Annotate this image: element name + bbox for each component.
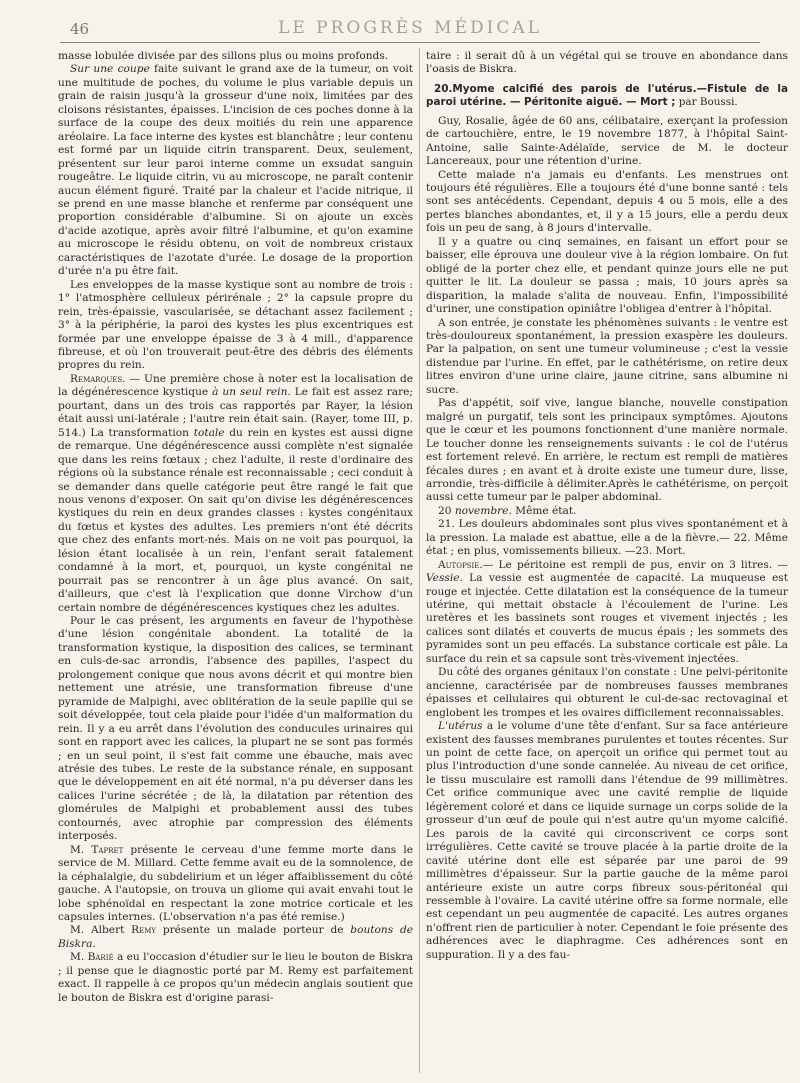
paragraph: 20 novembre. Même état. xyxy=(438,504,577,517)
paragraph: 21. Les douleurs abdominales sont plus vives spontanément et à la pression. La malade est abattue, elle a de la fièvre.— 22. Même état ; en plus, vomissements bilieux. —23. Mort. xyxy=(426,518,788,558)
page-header xyxy=(60,18,760,43)
page-number: 46 xyxy=(70,20,90,38)
article-byline: par Boussi. xyxy=(675,96,738,109)
right-column xyxy=(426,50,788,1070)
paragraph: M. Albert Remy présente un malade porteur de boutons de Biskra. xyxy=(58,924,413,950)
paragraph: A son entrée, je constate les phénomènes suivants : le ventre est très-douloureux spontanément, la pression exaspère les douleurs. Par la palpation, on sent une tumeur volumineuse ; c'est la vessie distendue par l'urine. En effet, par le cathétérisme, on retire deux litres environ d'une urine claire, jaune citrine, sans albumine ni sucre. xyxy=(426,316,788,396)
paragraph: Du côté des organes génitaux l'on constate : Une pelvi-péritonite ancienne, caractérisée par de nombreuses fausses membranes épaisses et cellulaires qui obturent le cul-de-sac rectovaginal et englobent les trompes et les ovaires difficilement reconnaissables. xyxy=(426,666,788,719)
paragraph: Il y a quatre ou cinq semaines, en faisant un effort pour se baisser, elle éprouva une douleur vive à la région lombaire. On fut obligé de la porter chez elle, et pendant quinze jours elle ne put quitter le lit. La douleur se passa ; mais, 10 jours après sa disparition, la malade s'alita de nouveau. Enfin, l'impossibilité d'uriner, une constipation opiniâtre l'obligea d'entrer à l'hôpital. xyxy=(426,235,788,316)
section-label: Remarques. xyxy=(70,372,126,385)
paragraph: L'utérus a le volume d'une tête d'enfant. Sur sa face antérieure existent des fausses membranes purulentes et toutes récentes. Sur un point de cette face, on aperçoit un orifice qui permet tout au plus l'introduction d'une sonde cannelée. Au niveau de cet orifice, le tissu musculaire est ramolli dans l'étendue de 99 millimètres. Cet orifice communique avec une cavité remplie de liquide légèrement coloré et dans ce liquide surnage un corps solide de la grosseur d'un œuf de poule qui n'est autre qu'un myome calcifié. Les parois de la cavité qui circonscrivent ce corps sont irrégulières. Cette cavité se trouve placée à la partie droite de la cavité utérine dont elle est séparée par une paroi de 99 millimètres d'épaisseur. Sur la partie gauche de la même paroi antérieure existe un autre corps fibreux sous-péritonéal qui ressemble à l'ovaire. La cavité utérine offre sa forme normale, elle est cependant un peu augmentée de capacité. Les autres organes n'offrent rien de particulier à noter. Cependant le foie présente des adhérences avec le diaphragme. Ces adhérences sont en suppuration. Il y a des fau- xyxy=(426,720,788,961)
article-title: 20.Myome calcifié des parois de l'utérus.—Fistule de la paroi utérine. — Péritonite aiguë. — Mort ; par Boussi. xyxy=(426,82,788,109)
paragraph: M. Tapret présente le cerveau d'une femme morte dans le service de M. Millard. Cette femme avait eu de la somnolence, de la céphalalgie, du subdelirium et un léger affaiblissement du côté gauche. A l'autopsie, on trouva un gliome qui avait envahi tout le lobe sphénoïdal en respectant la zone motrice corticale et les capsules internes. (L'observation n'a pas été remise.) xyxy=(58,843,413,923)
author-name: Tapret xyxy=(91,843,124,856)
author-name: Barié xyxy=(87,951,114,964)
paragraph: Cette malade n'a jamais eu d'enfants. Les menstrues ont toujours été régulières. Elle a toujours été d'une bonne santé : tels sont ses antécédents. Cependant, depuis 4 ou 5 mois, elle a des pertes blanches abondantes, et, il y a 15 jours, elle a perdu deux fois un peu de sang, à 8 jours d'intervalle. xyxy=(426,168,788,235)
paragraph: Pour le cas présent, les arguments en faveur de l'hypothèse d'une lésion congénitale abondent. La totalité de la transformation kystique, la disposition des calices, se terminant en culs-de-sac arrondis, l'absence des papilles, l'aspect du prolongement conique que nous avons décrit et qui montre bien nettement une atrésie, une transformation fibreuse d'une pyramide de Malpighi, avec oblitération de la seule papille qui se soit développée, tout cela plaide pour l'idée d'un malformation du rein. Il y a eu arrêt dans l'évolution des conducules urinaires qui sont en rapport avec les calices, la plupart ne se sont pas formés ; en un seul point, il s'est fait comme une ébauche, mais avec atrésie des tubes. Le reste de la substance rénale, en supposant que le développement en ait été normal, n'a pu déverser dans les calices l'urine sécrétée ; de là, la dilatation par rétention des glomérules de Malpighi et probablement aussi des tubes contournés, avec atrophie par compression des éléments interposés. xyxy=(58,615,413,843)
paragraph: Guy, Rosalie, âgée de 60 ans, célibataire, exerçant la profession de cartouchière, entre, le 19 novembre 1877, à l'hôpital Saint-Antoine, salle Sainte-Adélaïde, service de M. le docteur Lancereaux, pour une rétention d'urine. xyxy=(426,114,788,168)
paragraph: taire : il serait dû à un végétal qui se trouve en abondance dans l'oasis de Biskra. xyxy=(426,50,788,76)
paragraph: Sur une coupe faite suivant le grand axe de la tumeur, on voit une multitude de poches, du volume le plus variable depuis un grain de raisin jusqu'à la grosseur d'une noix, limitées par des cloisons résistantes, épaisses. L'incision de ces poches donne à la surface de la coupe des deux moitiés du rein une apparence aréolaire. La face interne des kystes est blanchâtre ; leur contenu est formé par un liquide citrin transparent. Deux, seulement, présentent sur leur paroi interne comme un exsudat sanguin rougeâtre. Le liquide citrin, vu au microscope, ne paraît contenir aucun élément figuré. Traité par la chaleur et l'acide nitrique, il se prend en une masse blanche et renferme par conséquent une proportion considérable d'albumine. Si on ajoute un excès d'acide azotique, après avoir filtré l'albumine, et qu'on examine au microscope le résidu obtenu, on voit de nombreux cristaux caractéristiques de l'azotate d'urée. Le dosage de la proportion d'urée n'a pu être fait. xyxy=(58,63,413,278)
journal-title: LE PROGRÈS MÉDICAL xyxy=(278,18,542,38)
paragraph: Remarques. — Une première chose à noter est la localisation de la dégénérescence kystique à un seul rein. Le fait est assez rare; pourtant, dans un des trois cas rapportés par Rayer, la lésion était aussi uni-latérale ; l'autre rein était sain. (Rayer, tome III, p. 514.) La transformation totale du rein en kystes est aussi digne de remarque. Une dégénérescence aussi complète n'est signalée que dans les reins fœtaux ; chez l'adulte, il reste d'ordinaire des régions où la substance rénale est reconnaissable ; ceci conduit à se demander dans quelle catégorie peut être rangé le fait que nous venons d'exposer. On sait qu'on divise les dégénérescences kystiques du rein en deux grandes classes : kystes congénitaux du fœtus et kystes des adultes. Les premiers n'ont été décrits que chez des enfants mort-nés. Mais on ne voit pas pourquoi, la lésion étant localisée à un rein, l'enfant serait fatalement condamné à la mort, et, pourquoi, un kyste congénital ne pourrait pas se rencontrer à un âge plus avancé. On sait, d'ailleurs, que c'est là l'explication que donne Virchow d'un certain nombre de dégénérescences kystiques chez les adultes. xyxy=(58,372,413,614)
column-divider xyxy=(419,48,420,1073)
paragraph: Les enveloppes de la masse kystique sont au nombre de trois : 1° l'atmosphère celluleux périrénale ; 2° la capsule propre du rein, très-épaissie, vascularisée, se détachant assez facilement ; 3° à la périphérie, la paroi des kystes les plus excentriques est formée par une enveloppe épaisse de 3 à 4 mill., d'apparence fibreuse, et où l'on trouverait peut-être des débris des éléments propres du rein. xyxy=(58,278,413,372)
paragraph: Pas d'appétit, soif vive, langue blanche, nouvelle constipation malgré un purgatif, tels sont les principaux symptômes. Ajoutons que le cœur et les poumons fonctionnent d'une manière normale. Le toucher donne les renseignements suivants : le col de l'utérus est fortement relevé. En arrière, le rectum est rempli de matières fécales dures ; en avant et à droite existe une tumeur dure, lisse, arrondie, très-difficile à délimiter.Après le cathétérisme, on perçoit aussi cette tumeur par le palper abdominal. xyxy=(426,397,788,504)
paragraph: M. Barié a eu l'occasion d'étudier sur le lieu le bouton de Biskra ; il pense que le diagnostic porté par M. Remy est parfaitement exact. Il rappelle à ce propos qu'un médecin anglais soutient que le bouton de Biskra est d'origine parasi- xyxy=(58,951,413,1004)
paragraph: Autopsie.— Le péritoine est rempli de pus, envir on 3 litres. — Vessie. La vessie est augmentée de capacité. La muqueuse est rouge et injectée. Cette dilatation est la conséquence de la tumeur utérine, qui mettait obstacle à l'écoulement de l'urine. Les uretères et les bassinets sont rouges et vivement injectés ; les calices sont dilatés et couverts de mucus épais ; les sommets des pyramides sont un peu effacés. La substance corticale est pâle. La surface du rein et sa capsule sont très-vivement injectées. xyxy=(426,558,788,665)
left-column xyxy=(58,50,413,1070)
paragraph: masse lobulée divisée par des sillons plus ou moins profonds. xyxy=(58,50,389,62)
author-name: Remy xyxy=(131,924,157,937)
section-label: Autopsie. xyxy=(438,558,483,571)
